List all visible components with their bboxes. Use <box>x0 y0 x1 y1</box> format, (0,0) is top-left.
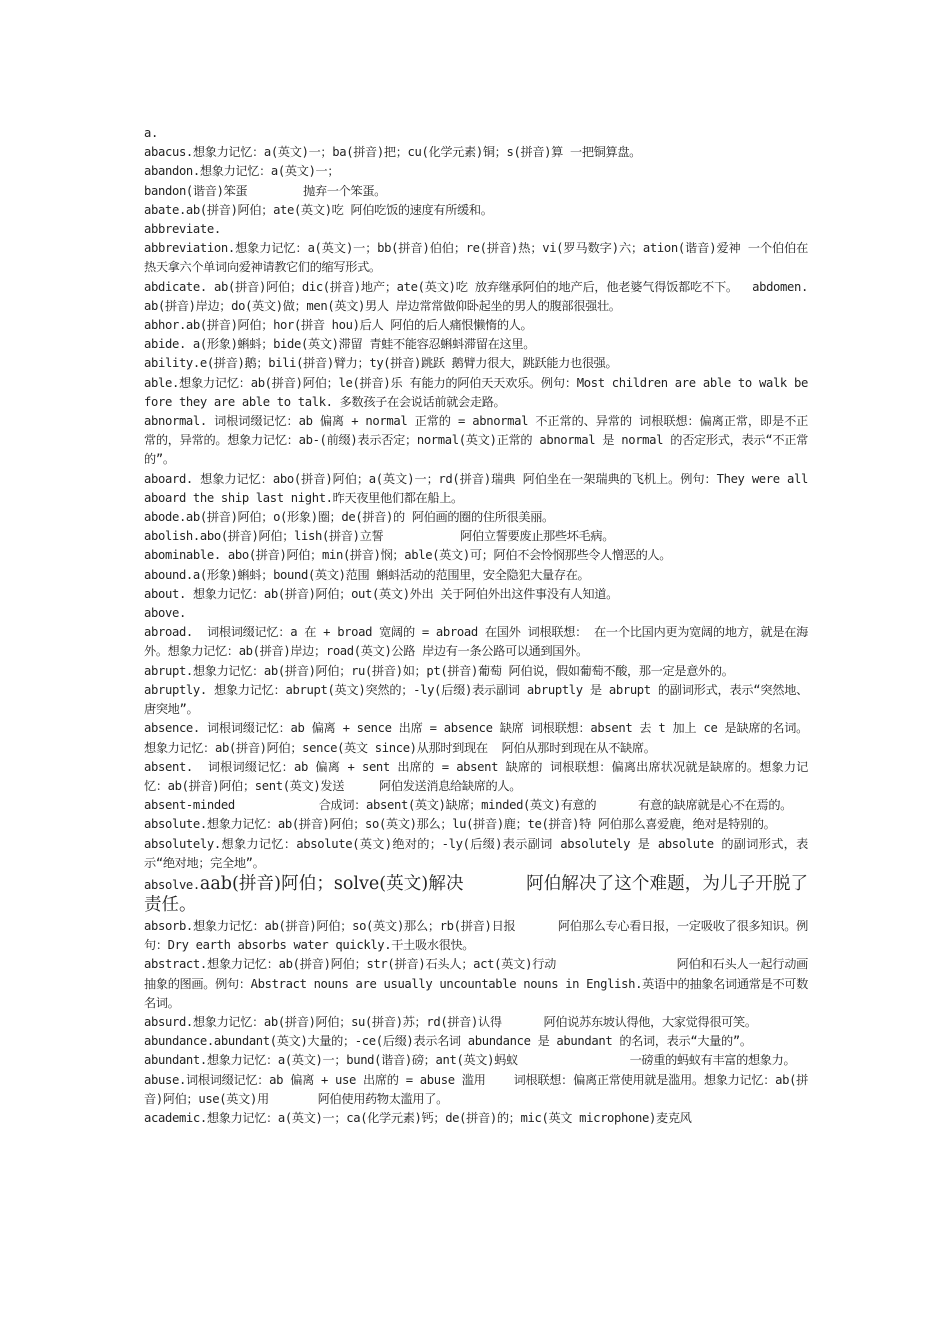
entry-above: above. <box>144 606 186 621</box>
entry-abolish: abolish.abo(拼音)阿伯；lish(拼音)立誓 阿伯立誓要废止那些坏毛病。 <box>144 529 615 544</box>
entry-academic: academic.想象力记忆：a(英文)一；ca(化学元素)钙；de(拼音)的；mic(英文 microphone)麦克风 <box>144 1110 692 1125</box>
entry-absolve-body: aab(拼音)阿伯；solve(英文)解决 阿伯解决了这个难题，为儿子开脱了责任。 <box>144 873 808 915</box>
entry-a: a. <box>144 126 158 140</box>
entry-abstract: abstract.想象力记忆：ab(拼音)阿伯；str(拼音)石头人；act(英文)行动 阿伯和石头人一起行动画抽象的图画。例句：Abstract nouns are usually uncountable nouns in English.英语中的抽象名词通常是不可数名词。 <box>144 957 808 1010</box>
entry-bandon: bandon(谐音)笨蛋 抛弃一个笨蛋。 <box>144 183 387 198</box>
entry-aboard: aboard. 想象力记忆：abo(拼音)阿伯；a(英文)一；rd(拼音)瑞典 阿伯坐在一架瑞典的飞机上。例句：They were all aboard the ship last night.昨天夜里他们都在船上。 <box>144 471 815 505</box>
entry-abdicate: abdicate. ab(拼音)阿伯；dic(拼音)地产；ate(英文)吃 放弃继承阿伯的地产后，他老婆气得饭都吃不下。 abdomen.ab(拼音)岸边；do(英文)做；men(英文)男人 岸边常常做仰卧起坐的男人的腹部很强壮。 <box>144 279 808 313</box>
entry-abode: abode.ab(拼音)阿伯；o(形象)圈；de(拼音)的 阿伯画的圈的住所很美丽。 <box>144 510 554 525</box>
entry-abruptly: abruptly. 想象力记忆：abrupt(英文)突然的；-ly(后缀)表示副词 abruptly 是 abrupt 的副词形式，表示“突然地、唐突地”。 <box>144 682 808 717</box>
entry-abominable: abominable. abo(拼音)阿伯；min(拼音)悯；able(英文)可；阿伯不会怜悯那些令人憎恶的人。 <box>144 548 672 563</box>
entry-abrupt: abrupt.想象力记忆：ab(拼音)阿伯；ru(拼音)如；pt(拼音)葡萄 阿伯说，假如葡萄不酸，那一定是意外的。 <box>144 663 734 678</box>
entry-absolute: absolute.想象力记忆：ab(拼音)阿伯；so(英文)那么；lu(拼音)鹿；te(拼音)特 阿伯那么喜爱鹿，绝对是特别的。 <box>144 817 776 832</box>
entry-absent: absent. 词根词缀记忆：ab 偏离 + sent 出席的 = absent 缺席的 词根联想：偏离出席状况就是缺席的。想象力记忆：ab(拼音)阿伯；sent(英文)发送 阿伯发送消息给缺席的人。 <box>144 759 808 793</box>
entry-abroad: abroad. 词根词缀记忆：a 在 + broad 宽阔的 = abroad 在国外 词根联想： 在一个比国内更为宽阔的地方，就是在海外。想象力记忆：ab(拼音)岸边；road(英文)公路 岸边有一条公路可以通到国外。 <box>144 625 808 659</box>
entry-able: able.想象力记忆：ab(拼音)阿伯；le(拼音)乐 有能力的阿伯天天欢乐。例句：Most children are able to walk before they are able to talk. 多数孩子在会说话前就会走路。 <box>144 375 808 409</box>
entry-absurd: absurd.想象力记忆：ab(拼音)阿伯；su(拼音)苏；rd(拼音)认得 阿伯说苏东坡认得他，大家觉得很可笑。 <box>144 1014 757 1029</box>
entry-absorb: absorb.想象力记忆：ab(拼音)阿伯；so(英文)那么；rb(拼音)日报 阿伯那么专心看日报，一定吸收了很多知识。例句：Dry earth absorbs water quickly.干土吸水很快。 <box>144 918 808 953</box>
entry-abate: abate.ab(拼音)阿伯；ate(英文)吃 阿伯吃饭的速度有所缓和。 <box>144 202 493 217</box>
entry-abound: abound.a(形象)蝌蚪；bound(英文)范围 蝌蚪活动的范围里，安全隐犯大量存在。 <box>144 567 590 582</box>
entry-abhor: abhor.ab(拼音)阿伯；hor(拼音 hou)后人 阿伯的后人痛恨懒惰的人。 <box>144 318 533 333</box>
entry-absolutely: absolutely.想象力记忆：absolute(英文)绝对的；-ly(后缀)表示副词 absolutely 是 absolute 的副词形式，表示“绝对地；完全地”。 <box>144 836 808 870</box>
document-page <box>144 124 815 1128</box>
entry-abandon: abandon.想象力记忆：a(英文)一； <box>144 164 340 179</box>
entry-absent-minded: absent-minded 合成词：absent(英文)缺席；minded(英文)有意的 有意的缺席就是心不在焉的。 <box>144 798 793 813</box>
entry-absence: absence. 词根词缀记忆：ab 偏离 + sence 出席 = absence 缺席 词根联想：absent 去 t 加上 ce 是缺席的名词。想象力记忆：ab(拼音)阿伯；sence(英文 since)从那时到现在 阿伯从那时到现在从不缺席。 <box>144 721 808 755</box>
entry-abbreviation: abbreviation.想象力记忆：a(英文)一；bb(拼音)伯伯；re(拼音)热；vi(罗马数字)六；ation(谐音)爱神 一个伯伯在热天拿六个单词向爱神请教它们的缩写形式。 <box>144 241 808 275</box>
entry-ability: ability.e(拼音)鹅；bili(拼音)臂力；ty(拼音)跳跃 鹅臂力很大，跳跃能力也很强。 <box>144 356 618 371</box>
entry-abacus: abacus.想象力记忆：a(英文)一；ba(拼音)把；cu(化学元素)铜；s(拼音)算 一把铜算盘。 <box>144 145 642 160</box>
entry-absolve <box>144 874 808 916</box>
entry-abundance: abundance.abundant(英文)大量的；-ce(后缀)表示名词 abundance 是 abundant 的名词，表示“大量的”。 <box>144 1034 752 1049</box>
entry-abundant: abundant.想象力记忆：a(英文)一；bund(谐音)磅；ant(英文)蚂蚁 一磅重的蚂蚁有丰富的想象力。 <box>144 1053 796 1068</box>
entry-about: about. 想象力记忆：ab(拼音)阿伯；out(英文)外出 关于阿伯外出这件事没有人知道。 <box>144 586 618 601</box>
entry-absolve-headword: absolve. <box>144 877 200 892</box>
entry-abbreviate: abbreviate. <box>144 222 221 237</box>
entry-abnormal: abnormal. 词根词缀记忆：ab 偏离 + normal 正常的 = abnormal 不正常的、异常的 词根联想：偏离正常，即是不正常的，异常的。想象力记忆：ab-(前缀)表示否定；normal(英文)正常的 abnormal 是 normal 的否定形式，表示“不正常的”。 <box>144 414 808 467</box>
entry-abuse: abuse.词根词缀记忆：ab 偏离 + use 出席的 = abuse 滥用 词根联想：偏离正常使用就是滥用。想象力记忆：ab(拼音)阿伯；use(英文)用 阿伯使用药物太滥用了。 <box>144 1072 808 1106</box>
entry-abide: abide. a(形象)蝌蚪；bide(英文)滞留 青蛙不能容忍蝌蚪滞留在这里。 <box>144 337 536 352</box>
